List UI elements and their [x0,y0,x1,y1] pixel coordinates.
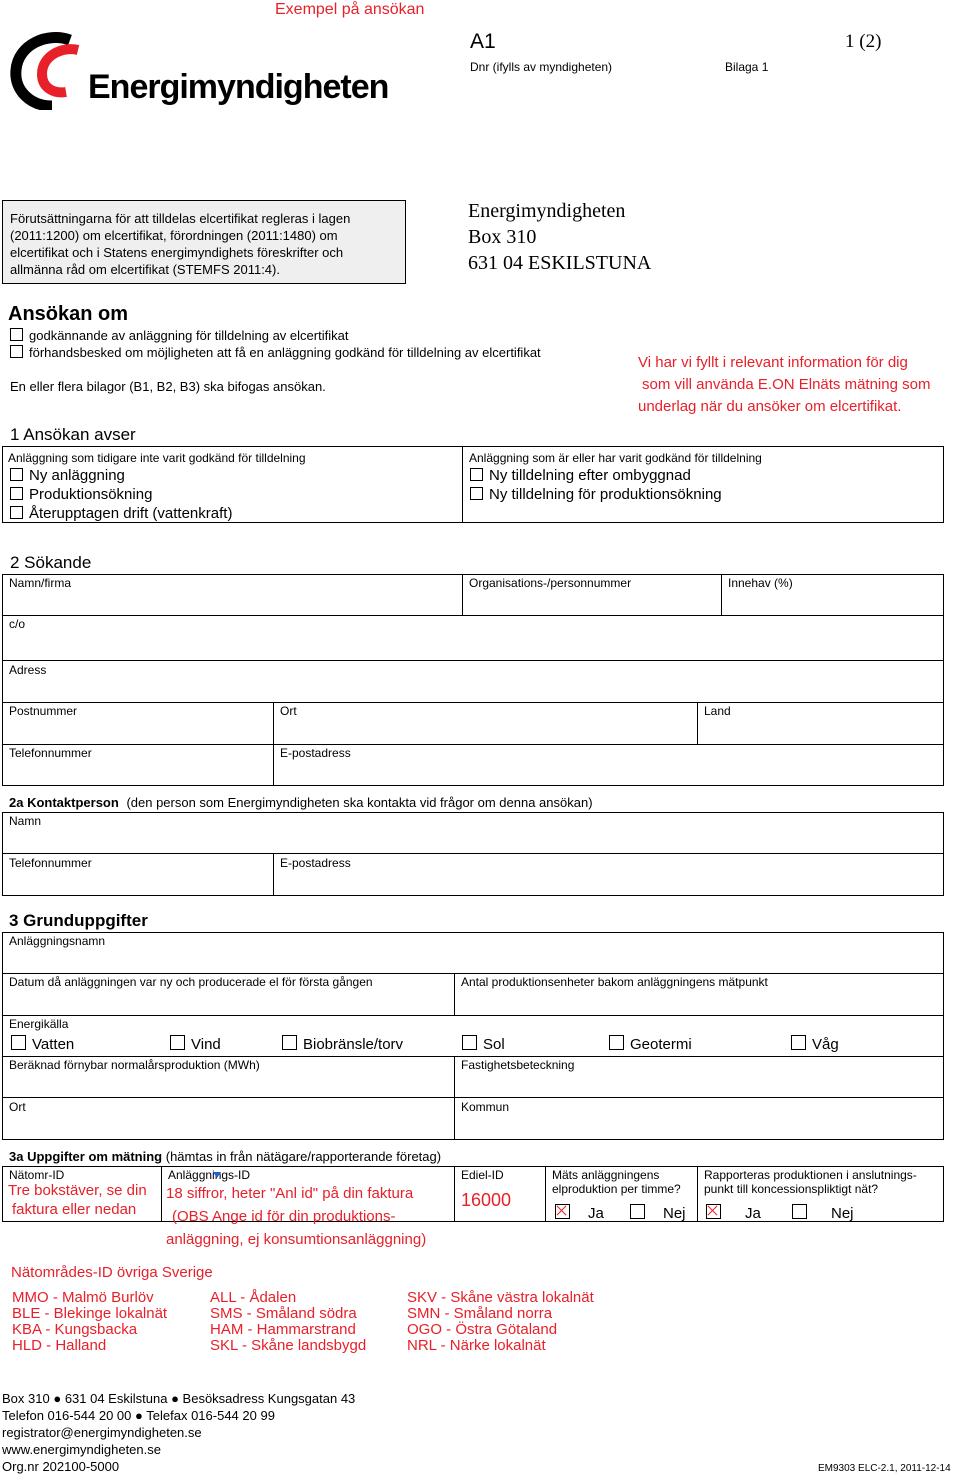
option-label: Nej [663,1205,686,1222]
section1-right-label: Anläggning som är eller har varit godkänd för tilldelning [469,451,762,465]
annotation-line: underlag när du ansöker om elcertifikat. [638,398,902,415]
checkbox[interactable] [170,1035,185,1050]
share-field[interactable]: Innehav (%) [728,576,793,590]
area-code: OGO - Östra Götaland [407,1321,558,1338]
units-field[interactable]: Antal produktionsenheter bakom anläggningens mätpunkt [461,975,768,989]
footer-web[interactable]: www.energimyndigheten.se [2,1442,161,1457]
section1-title: 1 Ansökan avser [10,425,136,444]
report-yes[interactable] [706,1204,761,1223]
footer-text: Box 310 [2,1391,50,1406]
option-production-increase[interactable] [10,486,152,504]
contact-box [2,812,944,896]
divider [2,973,944,974]
start-date-field[interactable]: Datum då anläggningen var ny och producerade el för första gången [9,975,373,989]
area-code: SKL - Skåne landsbygd [210,1337,367,1354]
footer-address [2,1390,355,1407]
option-reallocation-increase[interactable] [470,486,722,504]
option-label: Biobränsle/torv [303,1036,404,1053]
network-areas-col1 [12,1290,167,1354]
note-line: 18 siffror, heter "Anl id" på din faktura [166,1185,414,1202]
source-geothermal[interactable] [609,1035,692,1054]
option-label: Våg [812,1036,839,1053]
question-line: Rapporteras produktionen i anslutnings- [704,1168,917,1182]
plant-city-field[interactable]: Ort [9,1100,26,1114]
option-advance-ruling[interactable] [10,345,541,361]
checkbox[interactable] [10,328,23,341]
option-label: Ny anläggning [29,467,125,484]
divider [273,702,274,786]
option-label: Geotermi [630,1036,692,1053]
option-label: Ny tilldelning för produktionsökning [489,486,722,503]
section3a-subtitle: (hämtas in från nätägare/rapporterande företag) [165,1149,442,1164]
footer-email[interactable]: registrator@energimyndigheten.se [2,1425,202,1440]
question-line: punkt till koncessionspliktigt nät? [704,1182,879,1196]
ediel-id-label: Ediel-ID [461,1168,504,1182]
logo-text: Energimyndigheten [88,68,389,106]
note-line: faktura eller nedan [12,1201,137,1218]
checkbox[interactable] [462,1035,477,1050]
area-code: MMO - Malmö Burlöv [12,1289,154,1306]
option-label: förhandsbesked om möjligheten att få en anläggning godkänd för tilldelning av elcertifikat [29,345,541,360]
co-field[interactable]: c/o [9,617,26,631]
footer-orgnr: Org.nr 202100-5000 [2,1459,120,1474]
footer-text: Telefon 016-544 20 00 [2,1408,132,1423]
section3-title: 3 Grunduppgifter [9,911,148,930]
contact-email-field[interactable]: E-postadress [280,856,351,870]
address-name: Energimyndigheten [468,200,626,222]
postal-field[interactable]: Postnummer [9,704,78,718]
option-label: Nej [831,1205,854,1222]
phone-field[interactable]: Telefonnummer [9,746,92,760]
source-biofuel[interactable] [282,1035,403,1054]
checkbox[interactable] [10,345,23,358]
orgnr-field[interactable]: Organisations-/personnummer [469,576,632,590]
option-label: Produktionsökning [29,486,153,503]
network-id-label: Nätomr-ID [9,1168,65,1182]
divider [721,574,722,615]
option-resumed-operation[interactable] [10,505,232,523]
checkbox[interactable] [470,468,483,481]
applicant-box [2,574,944,786]
checkbox[interactable] [630,1204,645,1219]
checkbox-checked[interactable] [555,1204,570,1219]
divider [545,1166,546,1222]
logo-mark-icon [8,30,98,110]
option-reallocation-rebuild[interactable] [470,467,691,485]
contact-name-field[interactable]: Namn [9,814,42,828]
area-code: SMS - Småland södra [210,1305,357,1322]
checkbox[interactable] [792,1204,807,1219]
bullet-icon: ● [53,1391,62,1406]
contact-phone-field[interactable]: Telefonnummer [9,856,92,870]
option-label: Vind [191,1036,221,1053]
network-id-note [8,1181,147,1219]
application-title: Ansökan om [8,303,129,325]
footer [2,1390,355,1475]
source-solar[interactable] [462,1035,505,1054]
footer-text: 631 04 Eskilstuna [64,1391,168,1406]
notice-line: Förutsättningarna för att tilldelas elcertifikat regleras i lagen [10,211,351,226]
production-field[interactable]: Beräknad förnybar normalårsproduktion (MWh) [9,1058,260,1072]
divider [454,973,455,1015]
source-water[interactable] [11,1035,74,1054]
area-code: NRL - Närke lokalnät [407,1337,546,1354]
form-id: A1 [470,30,496,53]
divider [462,446,463,523]
report-question [704,1168,917,1196]
hourly-no[interactable] [630,1204,686,1223]
checkbox-checked[interactable] [706,1204,721,1219]
source-wind[interactable] [170,1035,221,1054]
area-code: KBA - Kungsbacka [12,1321,138,1338]
city-field[interactable]: Ort [280,704,297,718]
option-label: Återupptagen drift (vattenkraft) [29,505,233,522]
divider [697,1166,698,1222]
note-line: anläggning, ej konsumtionsanläggning) [166,1231,427,1248]
area-code: BLE - Blekinge lokalnät [12,1305,168,1322]
country-field[interactable]: Land [704,704,731,718]
divider [454,1056,944,1057]
legal-notice [2,200,406,284]
checkbox[interactable] [10,487,23,500]
annotation-line: Vi har vi fyllt i relevant information för dig [638,354,908,371]
divider [2,1015,944,1016]
network-areas-col2 [210,1290,366,1354]
option-label: Ja [745,1205,761,1222]
divider [2,744,944,745]
address-field[interactable]: Adress [9,663,47,677]
checkbox[interactable] [282,1035,297,1050]
checkbox[interactable] [470,487,483,500]
divider [273,853,274,896]
email-field[interactable]: E-postadress [280,746,351,760]
page-number: 1 (2) [845,31,882,52]
note-line: Tre bokstäver, se din [8,1182,147,1199]
area-code: HAM - Hammarstrand [210,1321,356,1338]
annotation-line: som vill använda E.ON Elnäts mätning som [642,376,931,393]
divider [2,615,944,616]
question-line: elproduktion per timme? [552,1182,681,1196]
notice-line: allmänna råd om elcertifikat (STEMFS 2011:4). [10,262,280,277]
section3a-header [9,1149,441,1164]
cursor-marker-icon [213,1172,221,1178]
area-code: ALL - Ådalen [210,1289,297,1306]
checkbox[interactable] [10,506,23,519]
hourly-yes[interactable] [555,1204,604,1223]
divider [2,1097,944,1098]
divider [454,1056,455,1140]
note-line: (OBS Ange id för din produktions- [172,1208,396,1225]
plant-id-note [166,1182,426,1251]
source-wave[interactable] [791,1035,839,1054]
section2a-title: 2a Kontaktperson [9,795,119,810]
section3a-title: 3a Uppgifter om mätning [9,1149,163,1164]
hourly-question [552,1168,681,1196]
name-field[interactable]: Namn/firma [9,576,72,590]
divider [2,702,944,703]
bullet-icon: ● [135,1408,143,1423]
plant-id-label: Anläggnings-ID [168,1168,251,1182]
checkbox[interactable] [791,1035,806,1050]
divider [454,1166,455,1222]
option-label: Ja [588,1205,604,1222]
checkbox[interactable] [11,1035,26,1050]
section2a-header [9,795,593,810]
section2a-subtitle: (den person som Energimyndigheten ska kontakta vid frågor om denna ansökan) [126,795,593,810]
area-code: HLD - Halland [12,1337,107,1354]
divider [2,660,944,661]
option-new-plant[interactable] [10,467,125,485]
energy-source-label: Energikälla [9,1017,69,1031]
area-code: SMN - Småland norra [407,1305,553,1322]
plant-name-field[interactable]: Anläggningsnamn [9,934,106,948]
notice-line: elcertifikat och i Statens energimyndighets föreskrifter och [10,245,344,260]
attachment-label: Bilaga 1 [725,60,769,74]
recipient-address [468,198,651,276]
option-label: Sol [483,1036,505,1053]
property-field[interactable]: Fastighetsbeteckning [461,1058,575,1072]
form-code: EM9303 ELC-2.1, 2011-12-14 [818,1463,951,1474]
footer-text: Telefax 016-544 20 99 [146,1408,275,1423]
address-city: 631 04 ESKILSTUNA [468,252,652,274]
question-line: Mäts anläggningens [552,1168,660,1182]
checkbox[interactable] [609,1035,624,1050]
option-approval[interactable] [10,328,348,344]
section1-left-label: Anläggning som tidigare inte varit godkänd för tilldelning [8,451,306,465]
eon-annotation [638,352,930,418]
example-label: Exempel på ansökan [275,1,425,18]
ediel-id-value[interactable]: 16000 [461,1190,512,1210]
energimyndigheten-logo [8,30,389,115]
divider [462,574,463,615]
footer-text: Besöksadress Kungsgatan 43 [182,1391,356,1406]
attachments-note: En eller flera bilagor (B1, B2, B3) ska bifogas ansökan. [10,379,326,394]
bullet-icon: ● [171,1391,179,1406]
notice-line: (2011:1200) om elcertifikat, förordningen (2011:1480) om [10,228,338,243]
report-no[interactable] [792,1204,854,1223]
divider [161,1166,162,1222]
option-label: Ny tilldelning efter ombyggnad [489,467,691,484]
divider [2,1056,454,1057]
area-code: SKV - Skåne västra lokalnät [407,1289,594,1306]
section2-title: 2 Sökande [10,553,92,572]
municipality-field[interactable]: Kommun [461,1100,510,1114]
footer-phone [2,1407,355,1424]
network-areas-col3 [407,1290,594,1354]
address-box: Box 310 [468,226,537,248]
option-label: godkännande av anläggning för tilldelning av elcertifikat [29,328,349,343]
checkbox[interactable] [10,468,23,481]
network-areas-title: Nätområdes-ID övriga Sverige [11,1264,213,1281]
option-label: Vatten [32,1036,75,1053]
dnr-label: Dnr (ifylls av myndigheten) [470,60,613,74]
divider [697,702,698,744]
divider [2,853,944,854]
